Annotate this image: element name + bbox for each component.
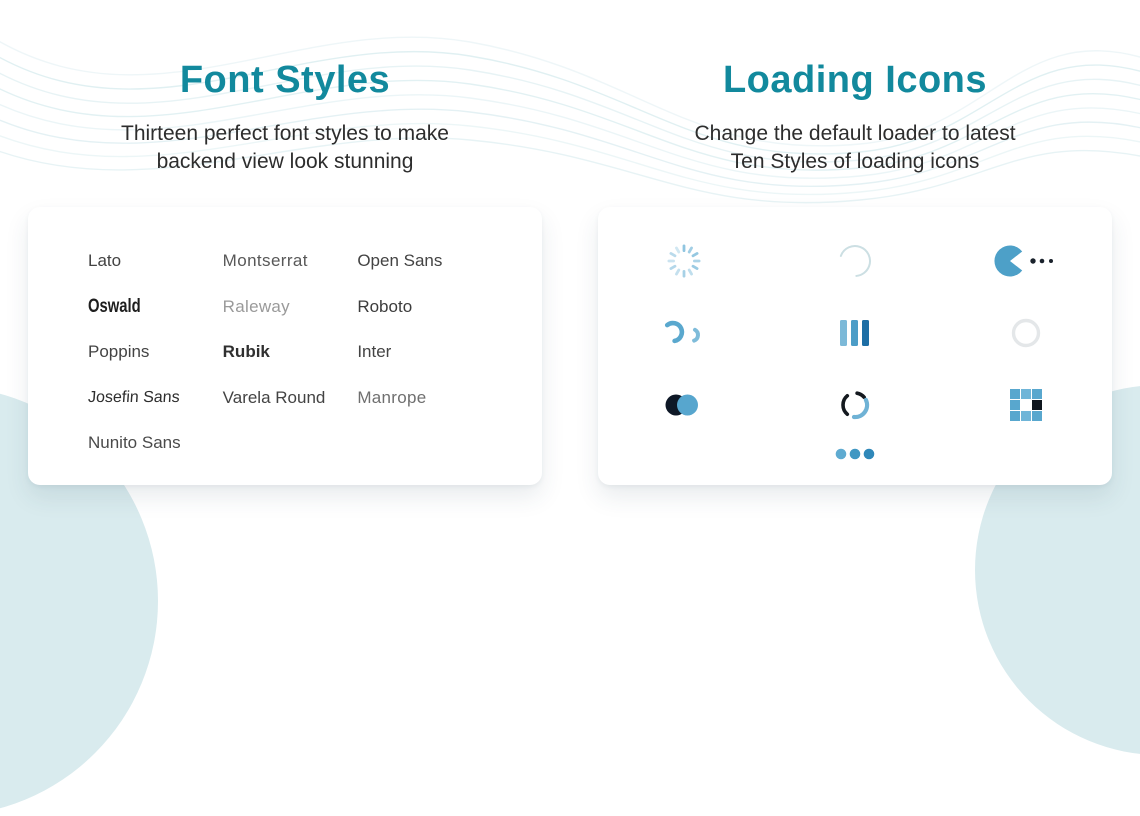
font-styles-title: Font Styles — [179, 59, 391, 101]
ring-spinner-icon — [1008, 315, 1044, 351]
font-style-inter: Inter — [357, 342, 392, 362]
font-style-josefin-sans: Josefin Sans — [87, 388, 181, 406]
font-style-varela-round: Varela Round — [222, 387, 326, 407]
font-styles-subtitle-line2: backend view look stunning — [156, 150, 414, 174]
font-styles-card — [28, 207, 542, 485]
bars-spinner-icon — [834, 316, 876, 350]
loading-icons-title: Loading Icons — [722, 59, 988, 101]
font-styles-section — [0, 0, 570, 485]
loading-icons-subtitle — [570, 120, 1140, 177]
font-style-manrope: Manrope — [357, 387, 427, 407]
duo-balls-spinner-icon — [662, 390, 706, 420]
font-style-poppins: Poppins — [88, 342, 150, 362]
loading-icons-card — [598, 207, 1112, 485]
font-style-rubik: Rubik — [222, 342, 270, 362]
dual-crescent-spinner-icon — [659, 315, 709, 351]
pacman-spinner-icon — [993, 241, 1059, 281]
font-style-montserrat: Montserrat — [222, 251, 308, 271]
loading-icons-subtitle-line1: Change the default loader to latest — [694, 121, 1016, 145]
loading-icons-grid — [598, 207, 1112, 441]
font-style-lato: Lato — [88, 251, 122, 271]
arc-spinner-icon — [833, 239, 877, 283]
loading-icons-subtitle-line2: Ten Styles of loading icons — [730, 150, 980, 174]
font-styles-subtitle-line1: Thirteen perfect font styles to make — [121, 121, 449, 145]
dots-spinner-icon — [598, 447, 1112, 461]
font-style-open-sans: Open Sans — [357, 251, 443, 271]
grid-squares-spinner-icon — [1009, 388, 1043, 422]
font-style-oswald: Oswald — [88, 295, 141, 317]
loading-icons-section — [570, 0, 1140, 485]
font-style-roboto: Roboto — [357, 296, 413, 316]
font-style-nunito-sans: Nunito Sans — [88, 433, 181, 453]
font-style-raleway: Raleway — [222, 296, 290, 316]
segmented-ring-spinner-icon — [835, 385, 875, 425]
ticks-spinner-icon — [664, 241, 704, 281]
font-styles-grid — [28, 207, 542, 467]
font-styles-subtitle — [0, 120, 570, 177]
